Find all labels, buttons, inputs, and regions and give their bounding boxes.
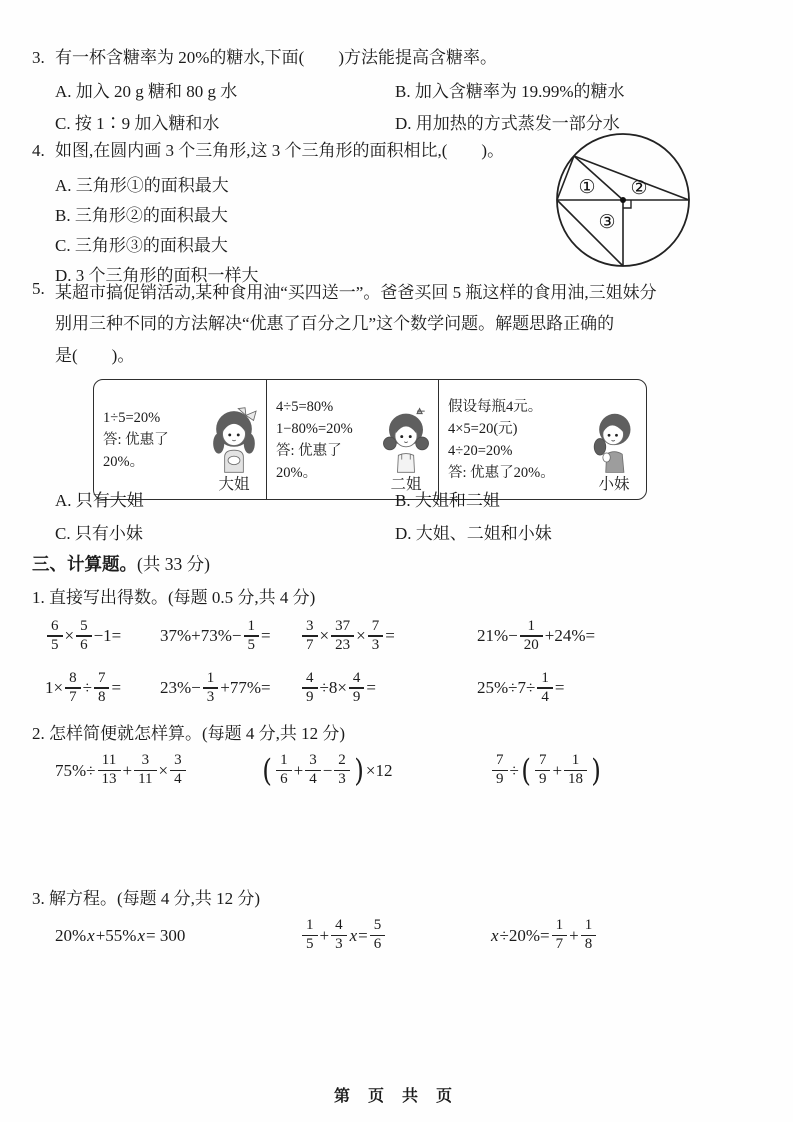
page-footer: 第 页 共 页 [333, 1088, 459, 1105]
calc1-row-2 [32, 664, 756, 712]
question-3-option-a: A. 加入 20 g 糖和 80 g 水 [55, 81, 238, 101]
question-4-number: 4. [32, 141, 45, 160]
erjie-line-1: 4÷5=80% [276, 399, 334, 416]
calc3-row [32, 908, 756, 963]
calc-item-3-title: 3. 解方程。(每题 4 分,共 12 分) [32, 889, 261, 908]
calc-item-2-title: 2. 怎样简便就怎样算。(每题 4 分,共 12 分) [32, 724, 346, 743]
hair-star [417, 409, 425, 414]
xiaomei-line-3: 4÷20=20% [448, 442, 513, 459]
expression: ( $\frac{1}{6}$ + $\frac{3}{4}$ − $\frac{2}{3}$ ) ×12 [262, 752, 393, 789]
question-4-option-a: A. 三角形①的面积最大 [55, 175, 229, 195]
girl-dajie-illustration [208, 406, 260, 474]
question-4-option-d: D. 3 个三角形的面积一样大 [55, 265, 259, 285]
section-3-heading [32, 551, 210, 576]
equation: 20% x +55% x = 300 [55, 925, 186, 945]
question-5-option-c: C. 只有小妹 [55, 523, 143, 543]
triangle-1-label: ① [578, 176, 596, 198]
question-5-option-b: B. 大姐和二姐 [395, 491, 500, 510]
xiaomei-line-2: 4×5=20(元) [448, 421, 518, 438]
section-3-points: (共 33 分) [137, 554, 210, 574]
dajie-line-2: 答: 优惠了20%。 [103, 431, 169, 470]
girl-xiaomei-illustration [589, 408, 639, 474]
expression: $\frac{7}{9}$ ÷ ( $\frac{7}{9}$ + $\frac{1}{18}$ ) [490, 753, 603, 789]
dajie-line-1: 1÷5=20% [103, 410, 161, 427]
panel-xiaomei [438, 380, 646, 499]
calc-item-1-title: 1. 直接写出得数。(每题 0.5 分,共 4 分) [32, 588, 316, 607]
question-4 [32, 139, 756, 291]
question-4-text: 如图,在圆内画 3 个三角形,这 3 个三角形的面积相比,( )。 [55, 141, 505, 160]
panel-erjie [266, 380, 438, 499]
question-3-text: 有一杯含糖率为 20%的糖水,下面( )方法能提高含糖率。 [55, 48, 497, 67]
question-3-option-c: C. 按 1∶9 加入糖和水 [55, 114, 220, 134]
erjie-line-2: 1−80%=20% [276, 421, 353, 438]
calc2-row [32, 743, 756, 798]
sisters-solution-box [93, 379, 647, 500]
girl-erjie-illustration [380, 406, 432, 474]
raised-hand [603, 453, 610, 462]
expression: 21%− $\frac{1}{20}$ +24%= [477, 617, 596, 653]
work-space-calc2 [32, 800, 756, 880]
question-5-option-a: A. 只有大姐 [55, 491, 144, 510]
xiaomei-line-1: 假设每瓶4元。 [448, 399, 543, 416]
triangle-3-label: ③ [598, 211, 616, 233]
question-5-options [32, 489, 756, 546]
side-ponytail [594, 439, 606, 456]
center-dot [620, 197, 626, 203]
erjie-name-label: 二姐 [390, 476, 422, 494]
question-5-option-d: D. 大姐、二姐和小妹 [395, 523, 552, 543]
expression: 37%+73%− $\frac{1}{5}$ = [160, 617, 271, 653]
xiaomei-line-4: 答: 优惠了20%。 [448, 464, 555, 481]
equation: x ÷20%= $\frac{1}{7}$ + $\frac{1}{8}$ [490, 918, 598, 953]
question-5-number: 5. [32, 279, 45, 298]
question-4-option-c: C. 三角形③的面积最大 [55, 235, 228, 255]
question-3 [32, 46, 756, 136]
question-3-options [32, 80, 756, 137]
dajie-name-label: 大姐 [218, 476, 250, 494]
equation: $\frac{1}{5}$ + $\frac{4}{3}$ x = $\frac{5}{6}$ [300, 918, 490, 953]
expression: $\frac{4}{9}$ ÷8× $\frac{4}{9}$ = [300, 671, 477, 706]
circle-triangles-diagram [549, 129, 701, 273]
question-4-option-b: B. 三角形②的面积最大 [55, 205, 228, 225]
question-3-number: 3. [32, 48, 45, 67]
question-5-text: 某超市搞促销活动,某种食用油“买四送一”。爸爸买回 5 瓶这样的食用油,三姐妹分 别用三种不同的方法解决“优惠了百分之几”这个数学问题。解题思路正确的 是( )。 [55, 283, 657, 365]
expression: $\frac{6}{5}$ × $\frac{5}{6}$ −1= [45, 619, 160, 654]
question-3-option-d: D. 用加热的方式蒸发一部分水 [395, 114, 620, 134]
expression: 23%− $\frac{1}{3}$ +77%= [160, 669, 271, 705]
question-5 [32, 277, 756, 500]
calc1-row-1 [32, 612, 756, 660]
panel-dajie [94, 380, 266, 499]
triangle-2-label: ② [630, 177, 648, 199]
expression: 1× $\frac{8}{7}$ ÷ $\frac{7}{8}$ = [45, 669, 122, 705]
expression: 75%÷ $\frac{11}{13}$ + $\frac{3}{11}$ × $\frac{3}{4}$ [55, 753, 260, 788]
xiaomei-name-label: 小妹 [598, 476, 630, 494]
erjie-line-3: 答: 优惠了20%。 [276, 442, 342, 481]
expression: $\frac{3}{7}$ × $\frac{37}{23}$ × $\frac{7}{3}$ = [300, 619, 477, 654]
work-space-calc3 [32, 965, 756, 1065]
question-3-option-b: B. 加入含糖率为 19.99%的糖水 [395, 81, 625, 101]
section-3-title: 三、计算题。 [32, 554, 137, 574]
expression: 25%÷7÷ $\frac{1}{4}$ = [477, 669, 565, 705]
